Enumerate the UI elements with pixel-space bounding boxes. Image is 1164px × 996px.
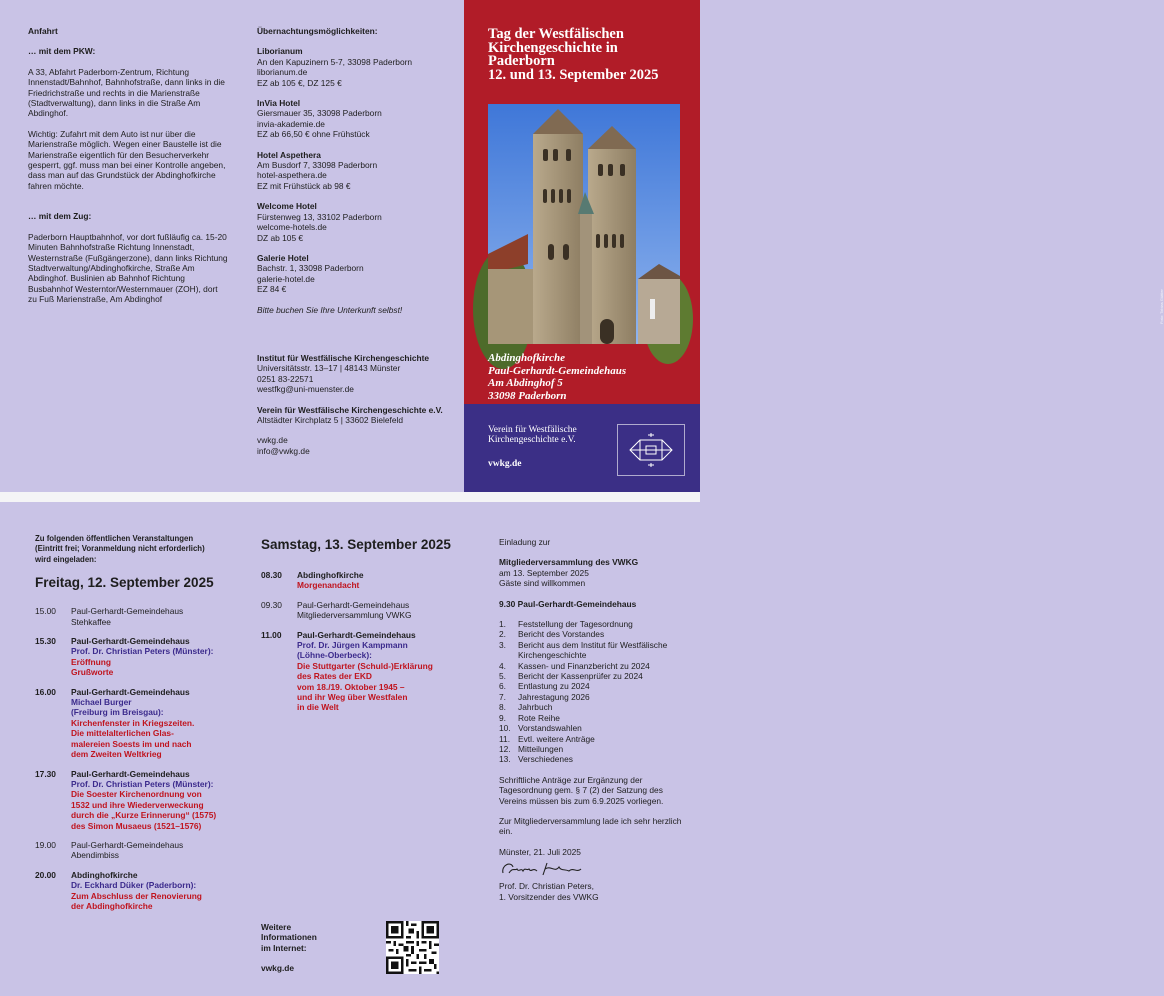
hotel-name: InVia Hotel <box>257 98 301 109</box>
institute-phone: 0251 83-22571 <box>257 373 314 384</box>
agenda-number: 4. <box>499 660 506 671</box>
agenda-text: Kirchengeschichte <box>518 650 587 661</box>
item-speaker: (Freiburg im Breisgau): <box>71 707 164 718</box>
hotel-name: Galerie Hotel <box>257 252 309 263</box>
item-speaker: Prof. Dr. Christian Peters (Münster): <box>71 646 214 657</box>
agenda-number: 10. <box>499 723 511 734</box>
item-place: Paul-Gerhardt-Gemeindehaus <box>71 839 184 850</box>
item-talk: und ihr Weg über Westfalen <box>297 692 408 703</box>
agenda-text: Rote Reihe <box>518 712 560 723</box>
poster-address-line: Am Abdinghof 5 <box>488 377 563 389</box>
agenda-list <box>499 619 685 765</box>
assembly-title: Mitgliederversammlung des VWKG <box>499 557 639 568</box>
agenda-item <box>499 681 685 691</box>
agenda-item <box>499 702 685 712</box>
hotel-entry <box>257 98 453 140</box>
institute-address: Universitätsstr. 13–17 | 48143 Münster <box>257 363 401 374</box>
hotel-address: Bachstr. 1, 33098 Paderborn <box>257 263 364 274</box>
travel-heading: Anfahrt <box>28 26 58 36</box>
hotel-address: An den Kapuzinern 5-7, 33098 Paderborn <box>257 56 413 67</box>
item-speaker: Michael Burger <box>71 697 132 708</box>
item-speaker: Dr. Eckhard Düker (Paderborn): <box>71 880 197 891</box>
item-talk: der Abdinghofkirche <box>71 900 153 911</box>
hotel-price: EZ ab 105 €, DZ 125 € <box>257 77 342 88</box>
item-speaker: Prof. Dr. Christian Peters (Münster): <box>71 778 214 789</box>
item-talk: Zum Abschluss der Renovierung <box>71 890 202 901</box>
more-info-line: Weitere <box>261 922 292 932</box>
friday-program <box>35 534 240 920</box>
car-note: Wichtig: Zufahrt mit dem Auto ist nur über die Marienstraße möglich. Wegen einer Baustelle ist die Marienstraße eigentlich für den Besucherverkehr gesperrt, ggf. muss man bei einer Kontrolle angeben, dass man auf das Grundstück der Abdinghofkirche fahren möchte. <box>28 128 226 191</box>
item-talk: malereien Soests im und nach <box>71 738 192 749</box>
agenda-text: Feststellung der Tagesordnung <box>518 619 633 630</box>
intro-line: (Eintritt frei; Voranmeldung nicht erforderlich) <box>35 544 205 554</box>
item-place: Paul-Gerhardt-Gemeindehaus <box>71 768 190 779</box>
program-item <box>35 606 240 627</box>
program-item <box>35 870 240 912</box>
poster-title <box>488 28 688 82</box>
item-place: Paul-Gerhardt-Gemeindehaus <box>71 636 190 647</box>
assembly-date: Münster, 21. Juli 2025 <box>499 846 581 857</box>
more-info <box>261 922 361 974</box>
agenda-number: 13. <box>499 754 511 765</box>
poster-title-line: Kirchengeschichte in <box>488 39 618 56</box>
item-place: Abdinghofkirche <box>297 570 364 580</box>
travel-section <box>28 26 228 305</box>
item-place: Paul-Gerhardt-Gemeindehaus <box>297 599 410 610</box>
hotel-website[interactable]: liborianum.de <box>257 67 308 78</box>
intro-line: Zu folgenden öffentlichen Veranstaltungen <box>35 534 194 543</box>
item-detail: Abendimbiss <box>71 850 119 861</box>
item-talk: in die Welt <box>297 702 339 713</box>
hotel-name: Hotel Aspethera <box>257 149 321 160</box>
hotel-entry <box>257 150 453 192</box>
item-time: 20.00 <box>35 869 56 880</box>
assembly-note: Schriftliche Anträge zur Ergänzung der Tagesordnung gem. § 7 (2) der Satzung des Vereins müssen bis zum 6.9.2025 vorliegen. <box>499 774 664 806</box>
item-time: 11.00 <box>261 629 282 640</box>
item-talk: dem Zweiten Weltkrieg <box>71 749 162 760</box>
item-talk: 1532 und ihre Wiederverweckung <box>71 799 204 810</box>
agenda-item <box>499 671 685 681</box>
agenda-text: Mitteilungen <box>518 743 564 754</box>
signature-icon <box>499 857 685 881</box>
item-talk: des Simon Musaeus (1521–1576) <box>71 820 202 831</box>
item-time: 17.30 <box>35 768 56 779</box>
contacts-section <box>257 353 453 456</box>
hotel-address: Am Busdorf 7, 33098 Paderborn <box>257 160 378 171</box>
hotel-address: Fürstenweg 13, 33102 Paderborn <box>257 211 382 222</box>
more-info-url[interactable]: vwkg.de <box>261 963 295 974</box>
agenda-text: Evtl. weitere Anträge <box>518 733 595 744</box>
agenda-item <box>499 619 685 629</box>
agenda-text: Verschiedenes <box>518 754 573 765</box>
agenda-text: Kassen- und Finanzbericht zu 2024 <box>518 660 650 671</box>
hotel-entry <box>257 46 453 88</box>
agenda-text: Bericht des Vorstandes <box>518 629 605 640</box>
agenda-text: Bericht aus dem Institut für Westfälische <box>518 639 668 650</box>
item-detail: Mitgliederversammlung VWKG <box>297 610 412 621</box>
item-talk: Grußworte <box>71 667 114 678</box>
item-talk: Die Soester Kirchenordnung von <box>71 789 202 800</box>
item-time: 16.00 <box>35 686 56 697</box>
verein-email[interactable]: info@vwkg.de <box>257 445 310 456</box>
assembly-signatory: Prof. Dr. Christian Peters, <box>499 881 594 892</box>
agenda-number: 7. <box>499 691 506 702</box>
agenda-number: 11. <box>499 733 511 744</box>
saturday-program <box>261 537 461 722</box>
hotel-name: Welcome Hotel <box>257 201 317 212</box>
poster-address <box>488 352 626 402</box>
item-talk: des Rates der EKD <box>297 671 372 682</box>
agenda-item <box>499 723 685 733</box>
agenda-number: 2. <box>499 629 506 640</box>
qr-code-icon[interactable] <box>386 921 439 974</box>
agenda-text: Jahrestagung 2026 <box>518 691 590 702</box>
hotel-website[interactable]: welcome-hotels.de <box>257 222 327 233</box>
item-talk: vom 18./19. Oktober 1945 – <box>297 681 405 692</box>
lodging-section <box>257 26 453 315</box>
item-time: 19.00 <box>35 839 56 850</box>
assembly-section <box>499 537 685 902</box>
hotel-price: EZ mit Frühstück ab 98 € <box>257 180 351 191</box>
photo-credit: Foto: Tobias Güttler <box>1159 289 1164 324</box>
friday-title: Freitag, 12. September 2025 <box>35 575 214 591</box>
verein-web[interactable]: vwkg.de <box>257 435 288 446</box>
program-item <box>261 570 461 591</box>
hotel-price: EZ 84 € <box>257 284 287 295</box>
agenda-item <box>499 754 685 764</box>
poster-address-line: Paul-Gerhardt-Gemeindehaus <box>488 364 627 377</box>
program-item <box>35 636 240 678</box>
item-time: 08.30 <box>261 570 282 580</box>
fold-divider <box>0 492 700 502</box>
booking-note: Bitte buchen Sie Ihre Unterkunft selbst! <box>257 304 403 315</box>
verein-address: Altstädter Kirchplatz 5 | 33602 Bielefeld <box>257 415 404 426</box>
institute-email[interactable]: westfkg@uni-muenster.de <box>257 384 354 395</box>
item-place: Paul-Gerhardt-Gemeindehaus <box>71 606 184 617</box>
hotel-website[interactable]: galerie-hotel.de <box>257 273 315 284</box>
item-speaker: Prof. Dr. Jürgen Kampmann <box>297 640 408 651</box>
item-talk: Morgenandacht <box>297 580 360 591</box>
agenda-text: Entlastung zu 2024 <box>518 681 590 692</box>
institute-name: Institut für Westfälische Kirchengeschichte <box>257 353 430 363</box>
agenda-number: 6. <box>499 681 506 692</box>
program-item <box>35 840 240 861</box>
item-time: 15.30 <box>35 636 56 647</box>
agenda-number: 5. <box>499 671 506 682</box>
item-talk: Die mittelalterlichen Glas- <box>71 728 174 739</box>
agenda-text: Jahrbuch <box>518 702 553 713</box>
agenda-item <box>499 692 685 702</box>
assembly-sub: Gäste sind willkommen <box>499 578 586 589</box>
agenda-number: 12. <box>499 743 511 754</box>
more-info-line: im Internet: <box>261 942 307 953</box>
assembly-role: 1. Vorsitzender des VWKG <box>499 891 599 902</box>
poster-address-line: Abdinghofkirche <box>488 352 566 364</box>
item-time: 15.00 <box>35 606 56 617</box>
poster-title-line: Tag der Westfälischen <box>488 26 624 42</box>
poster-verein-name <box>488 425 577 445</box>
verein-name: Verein für Westfälische Kirchengeschichte e.V. <box>257 404 443 415</box>
hotel-name: Liborianum <box>257 46 303 57</box>
agenda-item <box>499 734 685 744</box>
car-directions: A 33, Abfahrt Paderborn-Zentrum, Richtung Innenstadt/Bahnhof, Bahnhofstraße, dann links in die Friedrichstraße und rechts in die Marienstraße (Stadtverwaltung), dann links in die Straße Am Abdinghof. <box>28 66 225 119</box>
lodging-heading: Übernachtungsmöglichkeiten: <box>257 26 378 36</box>
agenda-item <box>499 713 685 723</box>
item-place: Paul-Gerhardt-Gemeindehaus <box>71 686 190 697</box>
poster-url[interactable]: vwkg.de <box>488 459 522 469</box>
assembly-closing: Zur Mitgliederversammlung lade ich sehr herzlich ein. <box>499 815 682 837</box>
item-detail: Stehkaffee <box>71 616 111 627</box>
item-talk: Die Stuttgarter (Schuld-)Erklärung <box>297 660 433 671</box>
hotel-website[interactable]: hotel-aspethera.de <box>257 170 327 181</box>
item-place: Paul-Gerhardt-Gemeindehaus <box>297 629 416 640</box>
saturday-title: Samstag, 13. September 2025 <box>261 537 451 552</box>
agenda-item <box>499 744 685 754</box>
program-item <box>35 769 240 831</box>
agenda-number: 9. <box>499 712 506 723</box>
verein-logo-icon <box>617 424 685 476</box>
item-speaker: (Löhne-Oberbeck): <box>297 650 372 661</box>
item-time: 09.30 <box>261 599 282 610</box>
agenda-item <box>499 661 685 671</box>
assembly-invite: Einladung zur <box>499 537 551 547</box>
item-place: Abdinghofkirche <box>71 869 138 880</box>
assembly-location: 9.30 Paul-Gerhardt-Gemeindehaus <box>499 598 637 609</box>
poster-title-line: 12. und 13. September 2025 <box>488 66 659 83</box>
hotel-entry <box>257 201 453 243</box>
train-directions: Paderborn Hauptbahnhof, vor dort fußläufig ca. 15-20 Minuten Bahnhofstraße Richtung Innenstadt, Westernstraße (Fußgängerzone), dann links Richtung Stadtverwaltung/Abdinghofkirche, Straße Am Abdinghof. Buslinien ab Bahnhof Richtung Busbahnhof Westerntor/Westernmauer (ZOH), dort zu Fuß Marienstraße, Am Abdinghof <box>28 231 228 305</box>
item-talk: durch die „Kurze Erinnerung“ (1575) <box>71 810 217 821</box>
agenda-number: 3. <box>499 639 506 650</box>
poster-title-line: Paderborn <box>488 53 555 69</box>
church-photo <box>488 104 1164 344</box>
intro-line: wird eingeladen: <box>35 554 97 564</box>
agenda-item <box>499 629 685 639</box>
hotel-website[interactable]: invia-akademie.de <box>257 118 325 129</box>
agenda-text: Vorstandswahlen <box>518 723 582 734</box>
item-talk: Kirchenfenster in Kriegszeiten. <box>71 717 195 728</box>
program-item <box>261 630 461 713</box>
assembly-sub: am 13. September 2025 <box>499 567 589 578</box>
more-info-line: Informationen <box>261 932 317 943</box>
hotel-price: DZ ab 105 € <box>257 232 304 243</box>
hotel-entry <box>257 253 453 295</box>
program-item <box>35 687 240 760</box>
poster-address-line: 33098 Paderborn <box>488 389 567 402</box>
program-item <box>261 600 461 621</box>
car-heading: … mit dem PKW: <box>28 46 96 57</box>
agenda-number: 1. <box>499 619 506 630</box>
train-heading: … mit dem Zug: <box>28 211 92 222</box>
poster-verein-line: Kirchengeschichte e.V. <box>488 435 576 445</box>
agenda-number: 8. <box>499 702 506 713</box>
item-talk: Eröffnung <box>71 656 112 667</box>
agenda-text: Bericht der Kassenprüfer zu 2024 <box>518 671 643 682</box>
hotel-address: Giersmauer 35, 33098 Paderborn <box>257 108 382 119</box>
agenda-item <box>499 640 685 661</box>
hotel-price: EZ ab 66,50 € ohne Frühstück <box>257 129 370 140</box>
poster-verein-line: Verein für Westfälische <box>488 425 577 435</box>
